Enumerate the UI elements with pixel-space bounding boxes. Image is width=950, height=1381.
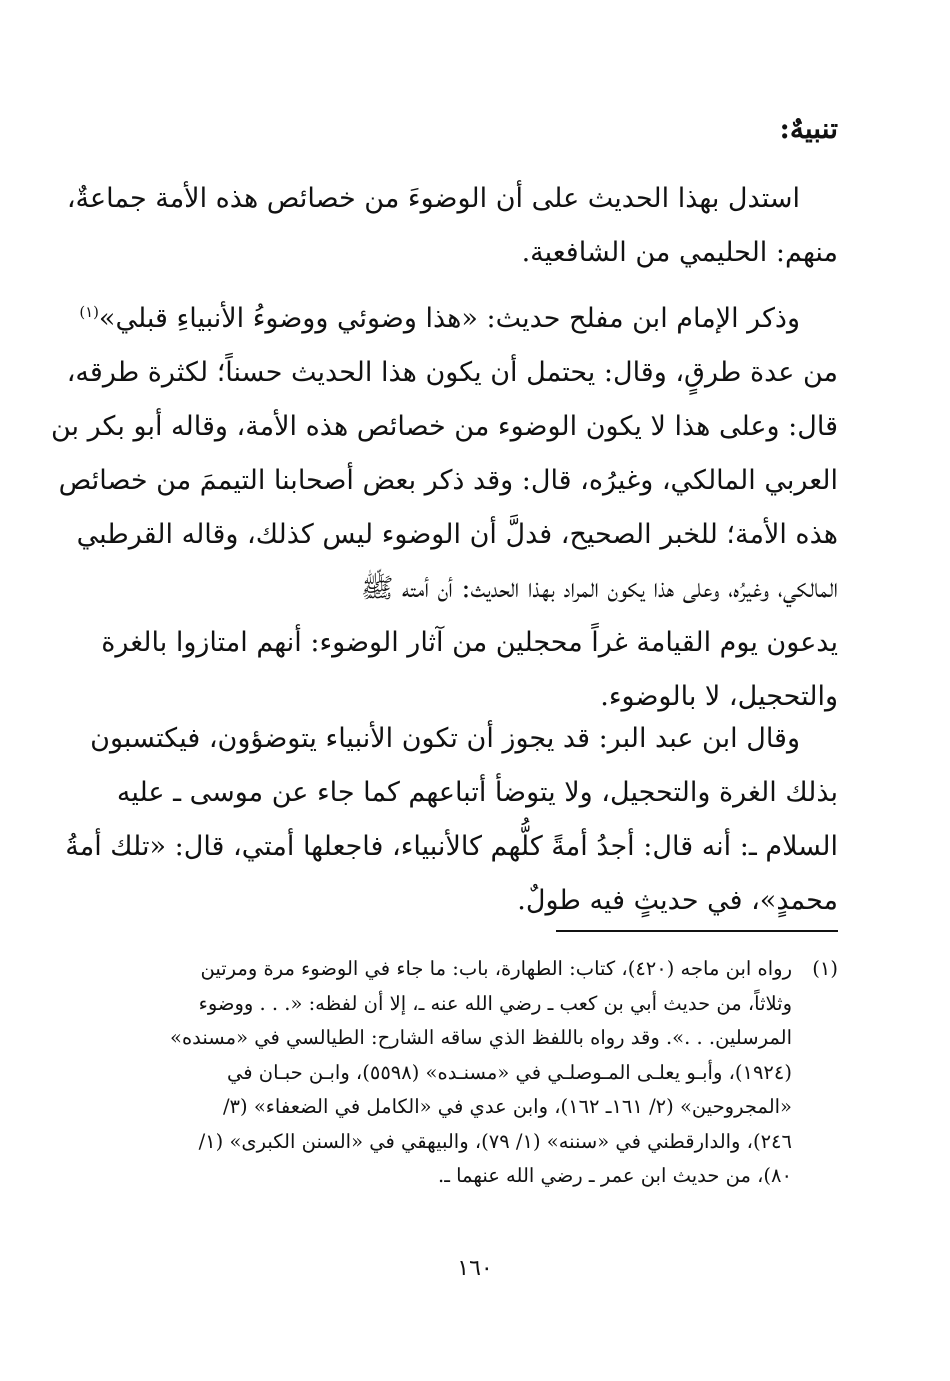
paragraph-3-line-2: بذلك الغرة والتحجيل، ولا يتوضأ أتباعهم كما جاء عن موسى ـ عليه [116, 777, 838, 808]
paragraph-2-line-2: من عدة طرقٍ، وقال: يحتمل أن يكون هذا الحديث حسناً؛ لكثرة طرقه، [66, 357, 838, 388]
footnote-line-6: ٢٤٦)، والدارقطني في «سننه» (١/ ٧٩)، والبيهقي في «السنن الكبرى» (١/ [198, 1129, 792, 1153]
section-heading: تنبيهٌ: [779, 112, 838, 145]
paragraph-2-line-1 [79, 292, 838, 346]
paragraph-3-line-4: محمدٍ»، في حديثٍ فيه طولٌ. [517, 885, 838, 916]
paragraph-1-line-1: استدل بهذا الحديث على أن الوضوءَ من خصائص هذه الأمة جماعةٌ، [66, 183, 800, 214]
footnote-marker: (١) [812, 957, 838, 980]
paragraph-2-line-5: هذه الأمة؛ للخبر الصحيح، فدلَّ أن الوضوء ليس كذلك، وقاله القرطبي [76, 519, 838, 550]
footnote-separator [556, 930, 838, 932]
paragraph-2 [50, 292, 838, 724]
paragraph-2-line-6: المالكي، وغيرُه، وعلى هذا يكون المراد بهذا الحديث: أن أمته ﷺ [360, 573, 838, 604]
footnote-line-1: رواه ابن ماجه (٤٢٠)، كتاب: الطهارة، باب: ما جاء في الوضوء مرة ومرتين [200, 957, 792, 980]
paragraph-2-line-1-text: وذكر الإمام ابن مفلح حديث: «هذا وضوئي ووضوءُ الأنبياءِ قبلي» [98, 303, 800, 334]
paragraph-1 [66, 172, 838, 280]
footnote-line-3: المرسلين. . .». وقد رواه باللفظ الذي ساقه الشارح: الطيالسي في «مسنده» [170, 1026, 792, 1049]
paragraph-3-line-1: وقال ابن عبد البر: قد يجوز أن تكون الأنبياء يتوضؤون، فيكتسبون [90, 723, 800, 754]
paragraph-2-line-4: العربي المالكي، وغيرُه، قال: وقد ذكر بعض أصحابنا التيممَ من خصائص [58, 465, 838, 496]
paragraph-2-line-8: والتحجيل، لا بالوضوء. [600, 681, 838, 712]
footnote [112, 952, 838, 1194]
paragraph-1-line-2: منهم: الحليمي من الشافعية. [521, 237, 838, 268]
footnote-body [112, 952, 792, 1194]
paragraph-3-line-3: السلام ـ: أنه قال: أجدُ أمةً كلُّهم كالأنبياء، فاجعلها أمتي، قال: «تلك أمةُ [65, 831, 838, 862]
paragraph-2-line-3: قال: وعلى هذا لا يكون الوضوء من خصائص هذه الأمة، وقاله أبو بكر بن [50, 411, 838, 442]
page-number: ١٦٠ [457, 1256, 493, 1281]
footnote-line-4: (١٩٢٤)، وأبـو يعلـى المـوصلـي في «مسنـده» (٥٥٩٨)، وابـن حبـان في [227, 1060, 792, 1084]
footnote-line-5: «المجروحين» (٢/ ١٦١ـ ١٦٢)، وابن عدي في «الكامل في الضعفاء» (٣/ [222, 1095, 792, 1118]
footnote-line-2: وثلاثاً، من حديث أبي بن كعب ـ رضي الله عنه ـ، إلا أن لفظه: «. . . ووضوء [198, 991, 792, 1015]
footnote-line-7: ٨٠)، من حديث ابن عمر ـ رضي الله عنهما ـ. [438, 1164, 792, 1187]
footnote-reference[interactable]: (١) [79, 303, 99, 321]
paragraph-3 [65, 712, 838, 928]
paragraph-2-line-7: يدعون يوم القيامة غراً محجلين من آثار الوضوء: أنهم امتازوا بالغرة [101, 627, 838, 658]
